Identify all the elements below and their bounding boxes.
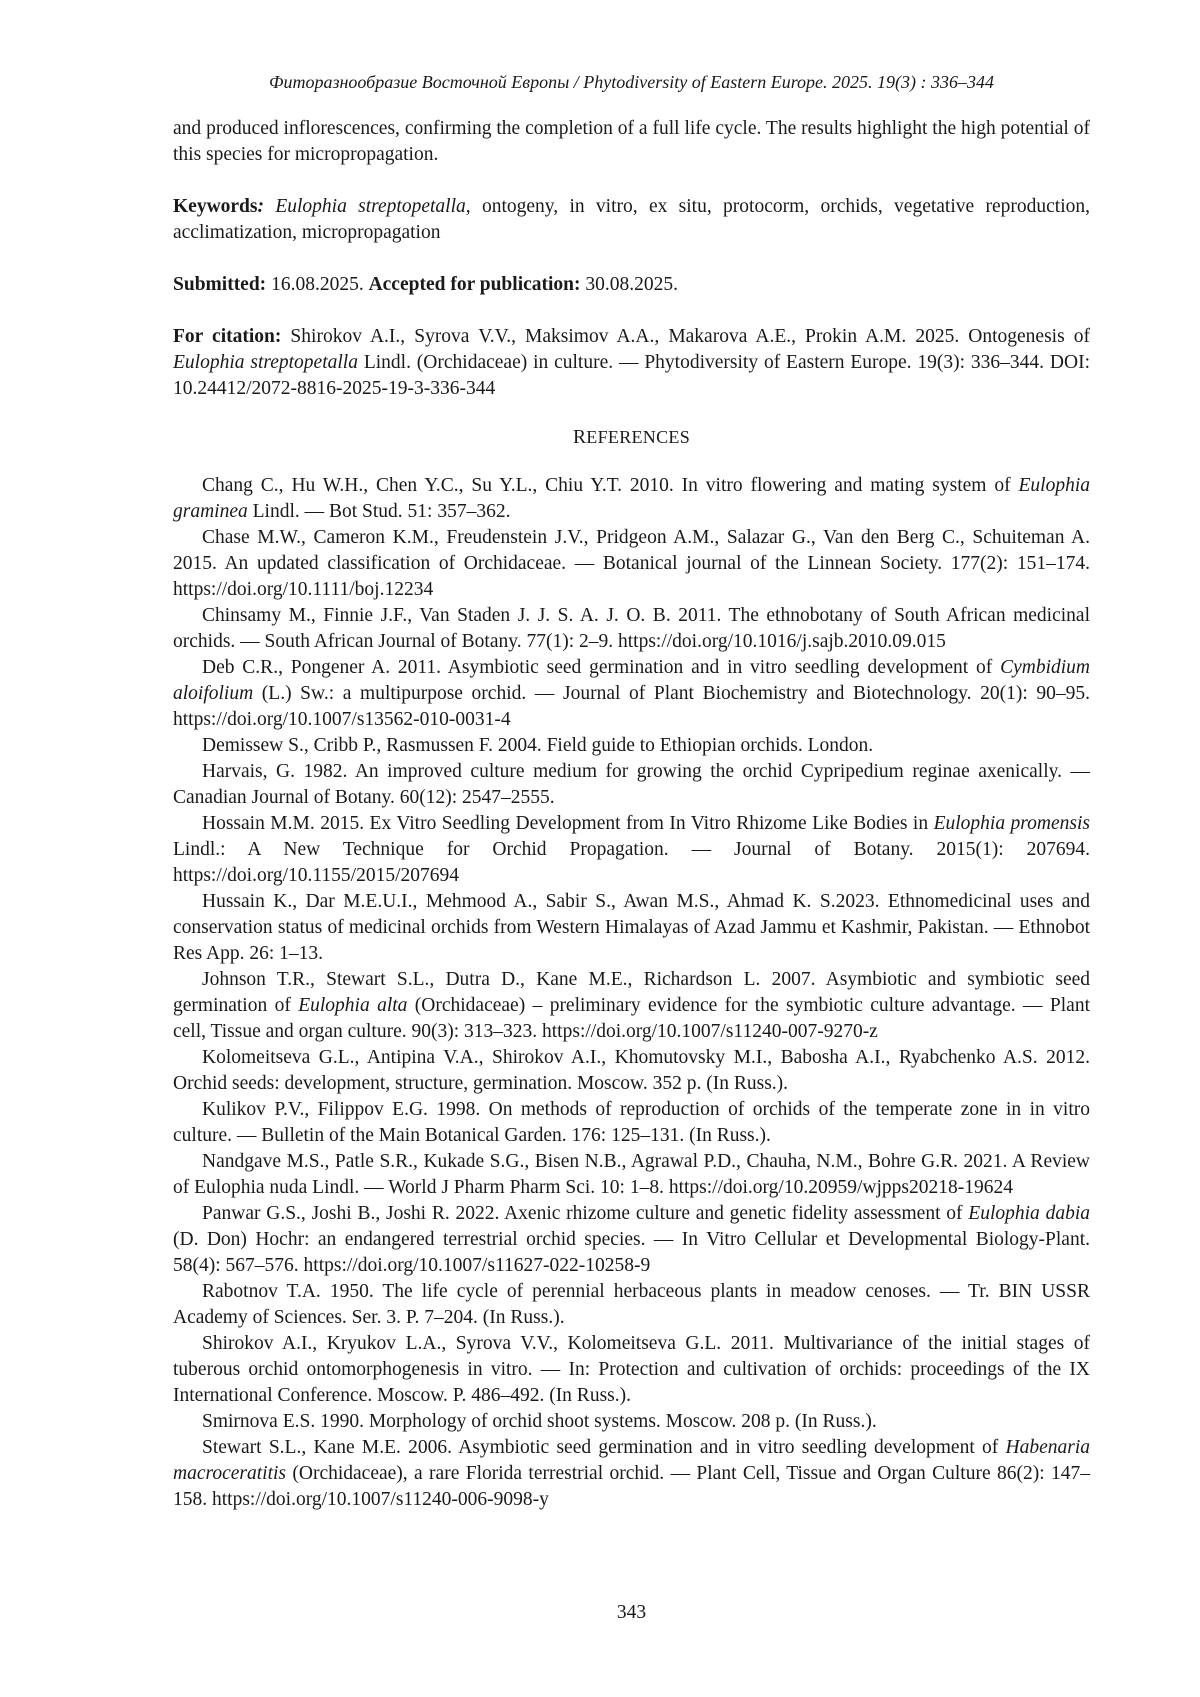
page-number: 343 (173, 1600, 1090, 1626)
keywords-list: , ontogeny, in vitro, ex situ, protocorm, orchids, vegetative reproduction, acclimatization, micropropagation (173, 196, 1090, 243)
references-heading: REFERENCES (173, 424, 1090, 451)
reference-item: Kulikov P.V., Filippov E.G. 1998. On methods of reproduction of orchids of the temperate zone in in vitro culture. — Bulletin of the Main Botanical Garden. 176: 125–131. (In Russ.). (173, 1097, 1090, 1149)
page (173, 0, 1090, 1697)
reference-item: Johnson T.R., Stewart S.L., Dutra D., Kane M.E., Richardson L. 2007. Asymbiotic and symbiotic seed germination of Eulophia alta (Orchidaceae) – preliminary evidence for the symbiotic culture advantage. — Plant cell, Tissue and organ culture. 90(3): 313–323. https://doi.org/10.1007/s11240-007-9270-z (173, 967, 1090, 1045)
reference-item: Hussain K., Dar M.E.U.I., Mehmood A., Sabir S., Awan M.S., Ahmad K. S.2023. Ethnomedicinal uses and conservation status of medicinal orchids from Western Himalayas of Azad Jammu et Kashmir, Pakistan. — Ethnobot Res App. 26: 1–13. (173, 889, 1090, 967)
dates-paragraph (173, 272, 1090, 298)
reference-item: Deb C.R., Pongener A. 2011. Asymbiotic seed germination and in vitro seedling development of Cymbidium aloifolium (L.) Sw.: a multipurpose orchid. — Journal of Plant Biochemistry and Biotechnology. 20(1): 90–95. https://doi.org/10.1007/s13562-010-0031-4 (173, 655, 1090, 733)
article-body (173, 116, 1090, 1513)
reference-item: Harvais, G. 1982. An improved culture medium for growing the orchid Cypripedium reginae axenically. — Canadian Journal of Botany. 60(12): 2547–2555. (173, 759, 1090, 811)
abstract-tail: and produced inflorescences, confirming the completion of a full life cycle. The results highlight the high potential of this species for micropropagation. (173, 116, 1090, 168)
reference-item: Chang C., Hu W.H., Chen Y.C., Su Y.L., Chiu Y.T. 2010. In vitro flowering and mating system of Eulophia graminea Lindl. — Bot Stud. 51: 357–362. (173, 473, 1090, 525)
keywords-label: Keywords (173, 196, 258, 217)
citation-label: For citation: (173, 326, 281, 347)
reference-item: Stewart S.L., Kane M.E. 2006. Asymbiotic seed germination and in vitro seedling development of Habenaria macroceratitis (Orchidaceae), a rare Florida terrestrial orchid. — Plant Cell, Tissue and Organ Culture 86(2): 147–158. https://doi.org/10.1007/s11240-006-9098-y (173, 1435, 1090, 1513)
keywords-species: Eulophia streptopetalla (275, 196, 465, 217)
reference-item: Nandgave M.S., Patle S.R., Kukade S.G., Bisen N.B., Agrawal P.D., Chauha, N.M., Bohre G.R. 2021. A Review of Eulophia nuda Lindl. — World J Pharm Pharm Sci. 10: 1–8. https://doi.org/10.20959/wjpps20218-19624 (173, 1149, 1090, 1201)
accepted-date: 30.08.2025. (581, 274, 679, 295)
accepted-label: Accepted for publication: (369, 274, 581, 295)
reference-item: Kolomeitseva G.L., Antipina V.A., Shirokov A.I., Khomutovsky M.I., Babosha A.I., Ryabchenko A.S. 2012. Orchid seeds: development, structure, germination. Moscow. 352 p. (In Russ.). (173, 1045, 1090, 1097)
citation-paragraph (173, 324, 1090, 402)
submitted-date: 16.08.2025. (266, 274, 368, 295)
submitted-label: Submitted: (173, 274, 266, 295)
reference-item: Panwar G.S., Joshi B., Joshi R. 2022. Axenic rhizome culture and genetic fidelity assessment of Eulophia dabia (D. Don) Hochr: an endangered terrestrial orchid species. — In Vitro Cellular et Developmental Biology-Plant. 58(4): 567–576. https://doi.org/10.1007/s11627-022-10258-9 (173, 1201, 1090, 1279)
keywords-colon: : (258, 196, 265, 217)
citation-text-1: Shirokov A.I., Syrova V.V., Maksimov A.A., Makarova A.E., Prokin A.M. 2025. Ontogenesis of (281, 326, 1090, 347)
reference-item: Rabotnov T.A. 1950. The life cycle of perennial herbaceous plants in meadow cenoses. — Tr. BIN USSR Academy of Sciences. Ser. 3. P. 7–204. (In Russ.). (173, 1279, 1090, 1331)
citation-text-2: Lindl. (Orchidaceae) in culture. — Phytodiversity of Eastern Europe. 19(3): 336–344. DOI: 10.24412/2072-8816-2025-19-3-336-344 (173, 352, 1090, 399)
reference-item: Shirokov A.I., Kryukov L.A., Syrova V.V., Kolomeitseva G.L. 2011. Multivariance of the initial stages of tuberous orchid ontomorphogenesis in vitro. — In: Protection and cultivation of orchids: proceedings of the IX International Conference. Moscow. P. 486–492. (In Russ.). (173, 1331, 1090, 1409)
reference-item: Chase M.W., Cameron K.M., Freudenstein J.V., Pridgeon A.M., Salazar G., Van den Berg C., Schuiteman A. 2015. An updated classification of Orchidaceae. — Botanical journal of the Linnean Society. 177(2): 151–174. https://doi.org/10.1111/boj.12234 (173, 525, 1090, 603)
reference-item: Smirnova E.S. 1990. Morphology of orchid shoot systems. Moscow. 208 p. (In Russ.). (173, 1409, 1090, 1435)
references-list (173, 473, 1090, 1513)
keywords-paragraph (173, 194, 1090, 246)
running-header: Фиторазнообразие Восточной Европы / Phytodiversity of Eastern Europe. 2025. 19(3) : 336–344 (173, 70, 1090, 94)
reference-item: Chinsamy M., Finnie J.F., Van Staden J. J. S. A. J. O. B. 2011. The ethnobotany of South African medicinal orchids. — South African Journal of Botany. 77(1): 2–9. https://doi.org/10.1016/j.sajb.2010.09.015 (173, 603, 1090, 655)
reference-item: Hossain M.M. 2015. Ex Vitro Seedling Development from In Vitro Rhizome Like Bodies in Eulophia promensis Lindl.: A New Technique for Orchid Propagation. — Journal of Botany. 2015(1): 207694. https://doi.org/10.1155/2015/207694 (173, 811, 1090, 889)
reference-item: Demissew S., Cribb P., Rasmussen F. 2004. Field guide to Ethiopian orchids. London. (173, 733, 1090, 759)
citation-species: Eulophia streptopetalla (173, 352, 358, 373)
